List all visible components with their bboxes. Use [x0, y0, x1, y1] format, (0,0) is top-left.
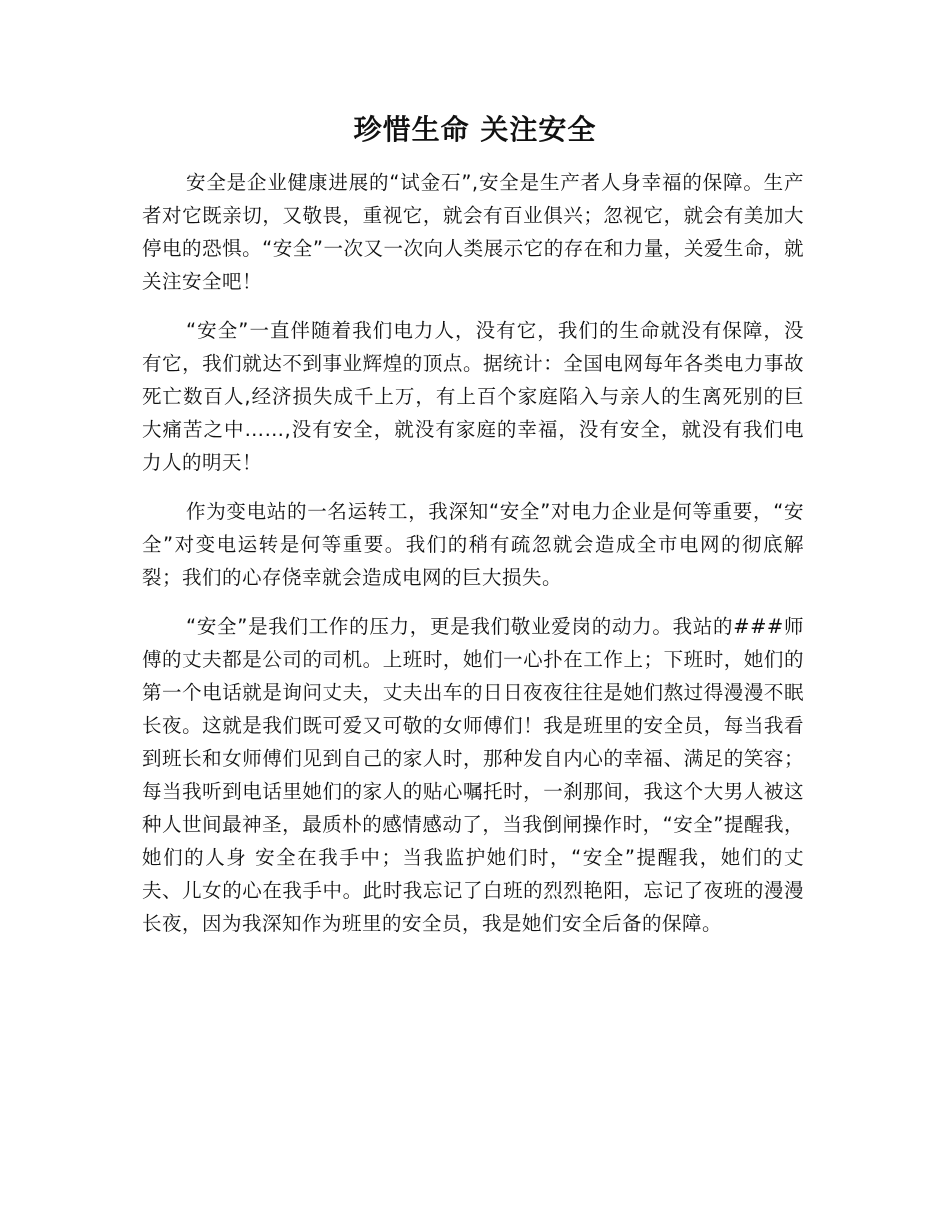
paragraph-1: 安全是企业健康进展的“试金石”,安全是生产者人身幸福的保障。生产者对它既亲切，又敬畏，重视它，就会有百业俱兴；忽视它，就会有美加大停电的恐惧。“安全”一次又一次向人类展示它的存在和力量，关爱生命，就关注安全吧！ — [142, 171, 804, 293]
paragraph-3: 作为变电站的一名运转工，我深知“安全”对电力企业是何等重要，“安全”对变电运转是何等重要。我们的稍有疏忽就会造成全市电网的彻底解裂；我们的心存侥幸就会造成电网的巨大损失。 — [142, 500, 804, 589]
paragraph-4: “安全”是我们工作的压力，更是我们敬业爱岗的动力。我站的###师傅的丈夫都是公司的司机。上班时，她们一心扑在工作上；下班时，她们的第一个电话就是询问丈夫，丈夫出车的日日夜夜往往是她们熬过得漫漫不眠长夜。这就是我们既可爱又可敬的女师傅们！我是班里的安全员，每当我看到班长和女师傅们见到自己的家人时，那种发自内心的幸福、满足的笑容；每当我听到电话里她们的家人的贴心嘱托时，一刹那间，我这个大男人被这种人世间最神圣，最质朴的感情感动了，当我倒闸操作时，“安全”提醒我，她们的人身 安全在我手中；当我监护她们时，“安全”提醒我，她们的丈夫、儿女的心在我手中。此时我忘记了白班的烈烈艳阳，忘记了夜班的漫漫长夜，因为我深知作为班里的安全员，我是她们安全后备的保障。 — [142, 615, 804, 935]
document-body — [142, 166, 804, 956]
paragraph-2: “安全”一直伴随着我们电力人，没有它，我们的生命就没有保障，没有它，我们就达不到事业辉煌的顶点。据统计：全国电网每年各类电力事故死亡数百人,经济损失成千上万，有上百个家庭陷入与亲人的生离死别的巨大痛苦之中……,没有安全，就没有家庭的幸福，没有安全，就没有我们电力人的明天！ — [142, 319, 804, 474]
document-title: 珍惜生命 关注安全 — [353, 113, 597, 146]
